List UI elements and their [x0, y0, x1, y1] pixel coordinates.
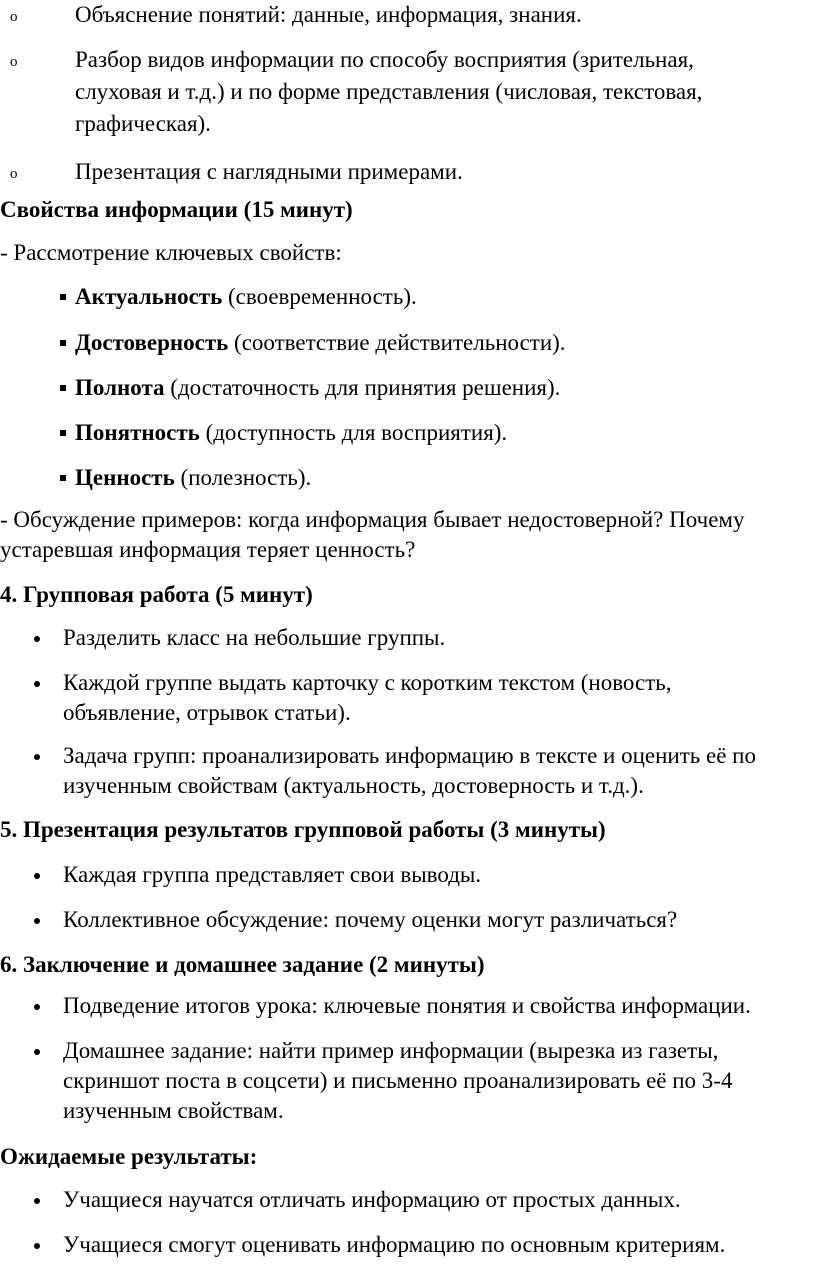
list-item-text: изученным свойствам (актуальность, достоверность и т.д.).: [63, 773, 644, 798]
circle-bullet-icon: o: [10, 9, 18, 25]
bullet-icon: [34, 754, 40, 760]
bullet-icon: [34, 1004, 40, 1010]
bullet-icon: [34, 1049, 40, 1055]
section-heading: 5. Презентация результатов групповой работы (3 минуты): [0, 817, 606, 842]
list-item-text: Домашнее задание: найти пример информации (вырезка из газеты,: [63, 1038, 719, 1063]
property-term: Полнота: [75, 375, 165, 400]
property-item: [75, 282, 417, 312]
square-bullet-icon: [60, 475, 66, 481]
property-desc: (соответствие действительности).: [228, 330, 566, 355]
property-term: Ценность: [75, 465, 175, 490]
list-item-text: Подведение итогов урока: ключевые понятия и свойства информации.: [63, 993, 751, 1018]
list-item-text: Объяснение понятий: данные, информация, знания.: [75, 2, 582, 27]
list-item-text: графическая).: [75, 111, 211, 136]
property-desc: (своевременность).: [222, 284, 417, 309]
square-bullet-icon: [60, 430, 66, 436]
bullet-icon: [34, 1243, 40, 1249]
list-item-text: Учащиеся научатся отличать информацию от простых данных.: [63, 1187, 681, 1212]
square-bullet-icon: [60, 340, 66, 346]
property-desc: (достаточность для принятия решения).: [164, 375, 561, 400]
bullet-icon: [34, 636, 40, 642]
list-item-text: Учащиеся смогут оценивать информацию по основным критериям.: [63, 1232, 726, 1257]
list-item-text: скриншот поста в соцсети) и письменно проанализировать её по 3-4: [63, 1068, 733, 1093]
list-item-text: изученным свойствам.: [63, 1098, 284, 1123]
square-bullet-icon: [60, 385, 66, 391]
paragraph: - Рассмотрение ключевых свойств:: [0, 240, 342, 265]
list-item-text: Презентация с наглядными примерами.: [75, 159, 463, 184]
list-item-text: Каждая группа представляет свои выводы.: [63, 862, 482, 887]
property-desc: (полезность).: [174, 465, 312, 490]
section-heading: Свойства информации (15 минут): [0, 197, 353, 222]
property-desc: (доступность для восприятия).: [199, 420, 508, 445]
square-bullet-icon: [60, 294, 66, 300]
bullet-icon: [34, 681, 40, 687]
list-item-text: Задача групп: проанализировать информацию в тексте и оценить её по: [63, 743, 756, 768]
section-heading: 6. Заключение и домашнее задание (2 минуты): [0, 952, 485, 977]
circle-bullet-icon: o: [10, 166, 18, 182]
paragraph: устаревшая информация теряет ценность?: [0, 537, 416, 562]
property-item: [75, 373, 560, 403]
bullet-icon: [34, 918, 40, 924]
circle-bullet-icon: o: [10, 54, 18, 70]
list-item-text: объявление, отрывок статьи).: [63, 700, 351, 725]
section-heading: Ожидаемые результаты:: [0, 1144, 258, 1169]
list-item-text: слуховая и т.д.) и по форме представления (числовая, текстовая,: [75, 79, 703, 104]
property-item: [75, 418, 507, 448]
paragraph: - Обсуждение примеров: когда информация бывает недостоверной? Почему: [0, 507, 745, 532]
list-item-text: Разбор видов информации по способу восприятия (зрительная,: [75, 47, 694, 72]
bullet-icon: [34, 1198, 40, 1204]
bullet-icon: [34, 873, 40, 879]
list-item-text: Разделить класс на небольшие группы.: [63, 625, 446, 650]
property-term: Актуальность: [75, 284, 223, 309]
list-item-text: Коллективное обсуждение: почему оценки могут различаться?: [63, 907, 678, 932]
section-heading: 4. Групповая работа (5 минут): [0, 582, 313, 607]
property-term: Достоверность: [75, 330, 229, 355]
property-term: Понятность: [75, 420, 200, 445]
property-item: [75, 328, 566, 358]
list-item-text: Каждой группе выдать карточку с коротким текстом (новость,: [63, 670, 672, 695]
property-item: [75, 463, 311, 493]
